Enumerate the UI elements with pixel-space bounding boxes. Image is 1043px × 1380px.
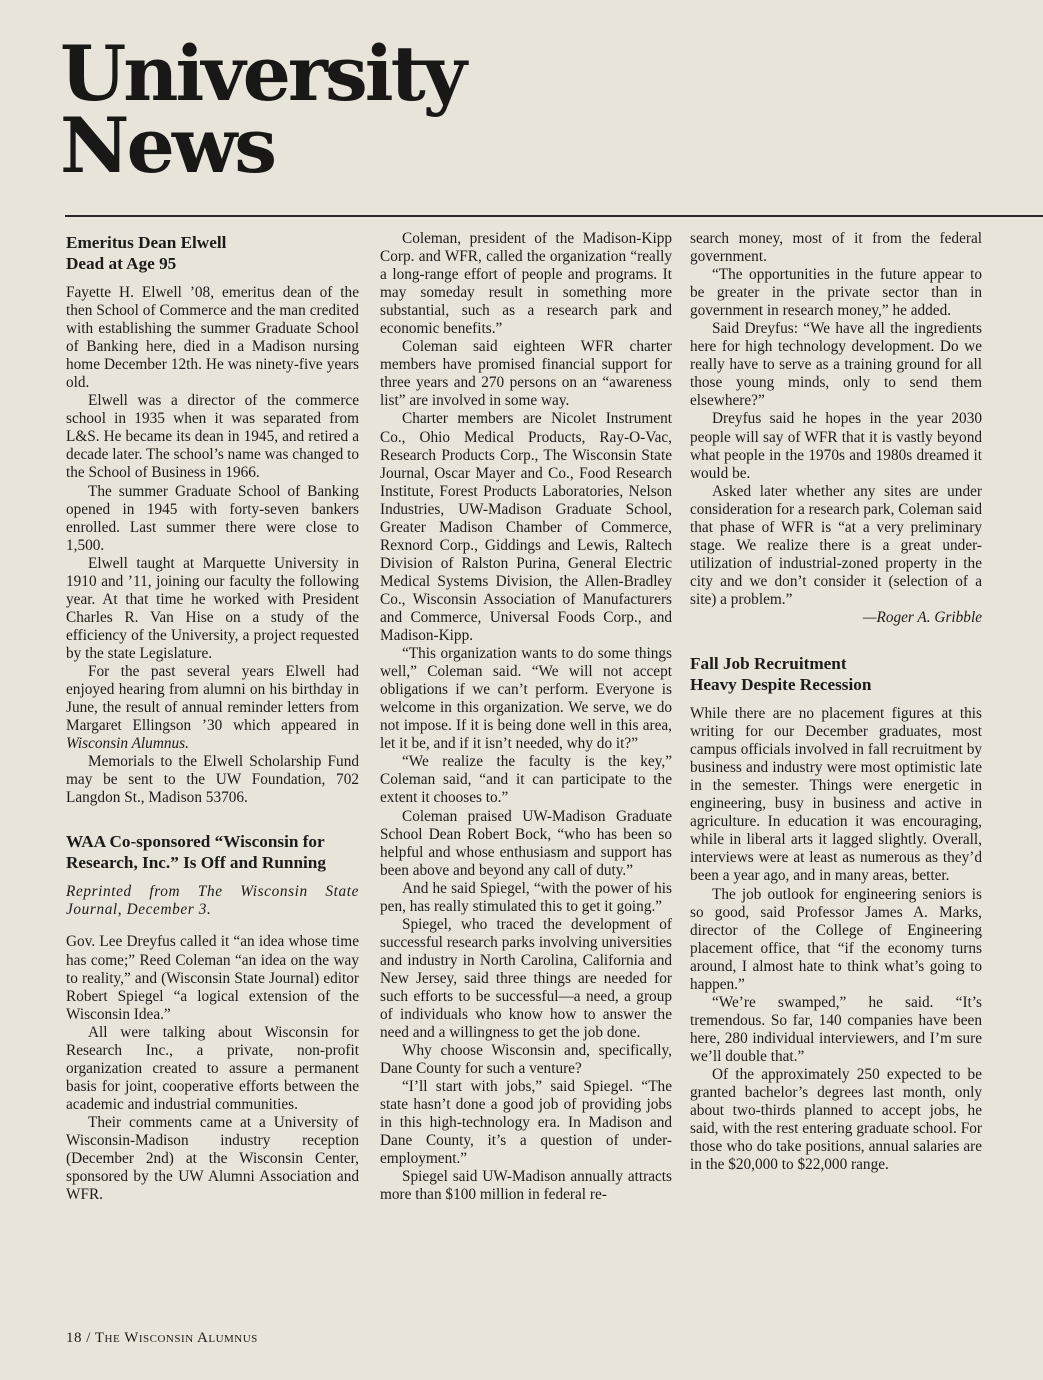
article-2-paragraph: “The opportunities in the future appear to be greater in the private sector than in government in research money,” he added.: [690, 266, 982, 320]
article-3-paragraph: The job outlook for engineering seniors is so good, said Professor James A. Marks, director of the College of Engineering placement office, that “if the economy turns around, I almost hate to think what’s going to happen.”: [690, 885, 982, 993]
article-2-paragraph: search money, most of it from the federal government.: [690, 230, 982, 266]
article-2-paragraph: Charter members are Nicolet Instrument Co., Ohio Medical Products, Ray-O-Vac, Research Products Corp., The Wisconsin State Journal, Oscar Mayer and Co., Food Research Institute, Forest Products Laboratories, Nelson Industries, UW-Madison Graduate School, Greater Madison Chamber of Commerce, Rexnord Corp., Giddings and Lewis, Raltech Division of Ralston Purina, General Electric Medical Systems Division, the Allen-Bradley Co., Wisconsin Association of Manufacturers and Commerce, Universal Foods Corp., and Madison-Kipp.: [380, 410, 672, 645]
masthead-line-1: University: [60, 29, 464, 118]
column-1: [66, 232, 359, 1204]
article-2-paragraph: “I’ll start with jobs,” said Spiegel. “The state hasn’t done a good job of providing jobs in this high-technology era. In Madison and Dane County, it’s a question of under-employment.”: [380, 1078, 672, 1168]
column-3: [690, 230, 982, 1174]
article-1-paragraph: Fayette H. Elwell ’08, emeritus dean of the then School of Commerce and the man credited with establishing the summer Graduate School of Banking here, died in a Madison nursing home December 12th. He was ninety-five years old.: [66, 284, 359, 392]
article-1-headline: [66, 232, 359, 274]
article-3-paragraph: While there are no placement figures at this writing for our December graduates, most campus officials involved in fall recruitment by business and industry were most optimistic late in the semester. Things were energetic in engineering, busy in business and active in agriculture. In education it was encouraging, while in liberal arts it lagged slightly. Overall, interviews were at least as numerous as they’d been a year ago, and in many areas, better.: [690, 705, 982, 885]
article-3-headline: [690, 653, 982, 695]
article-2-paragraph: Their comments came at a University of Wisconsin-Madison industry reception (December 2nd) at the Wisconsin Center, sponsored by the UW Alumni Association and WFR.: [66, 1113, 359, 1204]
article-1-paragraph: Memorials to the Elwell Scholarship Fund may be sent to the UW Foundation, 702 Langdon St., Madison 53706.: [66, 753, 359, 807]
column-2: [380, 230, 672, 1205]
page-footer: 18 / The Wisconsin Alumnus: [66, 1330, 258, 1346]
article-2-headline-line-1: WAA Co-sponsored “Wisconsin for: [66, 832, 325, 852]
article-1-headline-line-1: Emeritus Dean Elwell: [66, 233, 227, 252]
article-2-paragraph: Said Dreyfus: “We have all the ingredients here for high technology development. Do we really have to serve as a training ground for all those young minds, only to send them elsewhere?”: [690, 320, 982, 410]
masthead-line-2: News: [60, 101, 275, 190]
article-2-paragraph: Coleman praised UW-Madison Graduate School Dean Robert Bock, “who has been so helpful and whose enthusiasm and support has been above and beyond any call of duty.”: [380, 807, 672, 879]
article-2-paragraph: Spiegel, who traced the development of successful research parks involving universities and industry in North Carolina, California and New Jersey, said three things are needed for such efforts to be successful—a need, a group of individuals who know how to answer the need and a willingness to get the job done.: [380, 915, 672, 1042]
article-1-paragraph: Elwell was a director of the commerce school in 1935 when it was separated from L&S. He became its dean in 1945, and retired a decade later. The school’s name was changed to the School of Business in 1966.: [66, 392, 359, 482]
article-2-paragraph: “We realize the faculty is the key,” Coleman said, “and it can participate to the extent it chooses to.”: [380, 753, 672, 807]
article-2-paragraph: Coleman said eighteen WFR charter members have promised financial support for three years and 270 persons on an “awareness list” are involved in some way.: [380, 338, 672, 410]
article-2-paragraph: Asked later whether any sites are under consideration for a research park, Coleman said that phase of WFR is “at a very preliminary stage. We realize there is a great under-utilization of industrial-zoned property in the city and we don’t consider it (selection of a site) a problem.”: [690, 482, 982, 608]
article-2-paragraph: Gov. Lee Dreyfus called it “an idea whose time has come;” Reed Coleman “an idea on the way to reality,” and (Wisconsin State Journal) editor Robert Spiegel “a logical extension of the Wisconsin Idea.”: [66, 933, 359, 1023]
article-2-paragraph: Why choose Wisconsin and, specifically, Dane County for such a venture?: [380, 1042, 672, 1078]
article-1-paragraph: Elwell taught at Marquette University in 1910 and ’11, joining our faculty the following year. At that time he worked with President Charles R. Van Hise on a study of the efficiency of the University, a project requested by the state Legislature.: [66, 554, 359, 662]
article-3-headline-line-1: Fall Job Recruitment: [690, 654, 847, 674]
publication-name: Wisconsin Alumnus.: [66, 735, 189, 753]
article-2-headline: [66, 831, 359, 873]
article-2-paragraph: And he said Spiegel, “with the power of his pen, has really stimulated this to get it going.”: [380, 879, 672, 915]
header-rule: [65, 215, 1043, 217]
masthead: [60, 29, 464, 190]
article-2-paragraph: All were talking about Wisconsin for Research Inc., a private, non-profit organization created to assure a permanent basis for joint, cooperative efforts between the academic and industrial communities.: [66, 1023, 359, 1113]
article-2-paragraph: Dreyfus said he hopes in the year 2030 people will say of WFR that it is vastly beyond what people in the 1970s and 1980s dreamed it would be.: [690, 410, 982, 482]
article-2-headline-line-2: Research, Inc.” Is Off and Running: [66, 853, 326, 873]
article-1-headline-line-2: Dead at Age 95: [66, 254, 177, 273]
article-2-paragraph: “This organization wants to do some things well,” Coleman said. “We will not accept obligations if we can’t perform. Everyone is welcome in this organization. We serve, we do not impose. If it is being done well in this area, let it be, and if it isn’t needed, why do it?”: [380, 645, 672, 753]
article-1-paragraph: [66, 663, 359, 753]
article-2-paragraph: Spiegel said UW-Madison annually attracts more than $100 million in federal re-: [380, 1168, 672, 1204]
byline: —Roger A. Gribble: [862, 608, 982, 626]
article-3-paragraph: Of the approximately 250 expected to be granted bachelor’s degrees last month, only about two-thirds planned to accept jobs, he said, with the rest entering graduate school. For those who do take positions, annual salaries are in the $20,000 to $22,000 range.: [690, 1065, 982, 1174]
article-1-paragraph-text: For the past several years Elwell had enjoyed hearing from alumni on his birthday in June, the result of annual reminder letters from Margaret Ellingson ’30 which appeared in: [66, 662, 359, 735]
article-1-paragraph: The summer Graduate School of Banking opened in 1945 with forty-seven bankers enrolled. Last summer there were close to 1,500.: [66, 482, 359, 554]
article-3-headline-line-2: Heavy Despite Recession: [690, 675, 872, 695]
article-2-paragraph: Coleman, president of the Madison-Kipp Corp. and WFR, called the organization “really a long-range effort of people and programs. It may someday result in something more substantial, such as a research park and economic benefits.”: [380, 230, 672, 338]
article-3-paragraph: “We’re swamped,” he said. “It’s tremendous. So far, 140 companies have been here, 280 individual interviewers, and I’m sure we’ll double that.”: [690, 993, 982, 1065]
reprint-note: Reprinted from The Wisconsin State Journal, December 3.: [66, 883, 359, 919]
